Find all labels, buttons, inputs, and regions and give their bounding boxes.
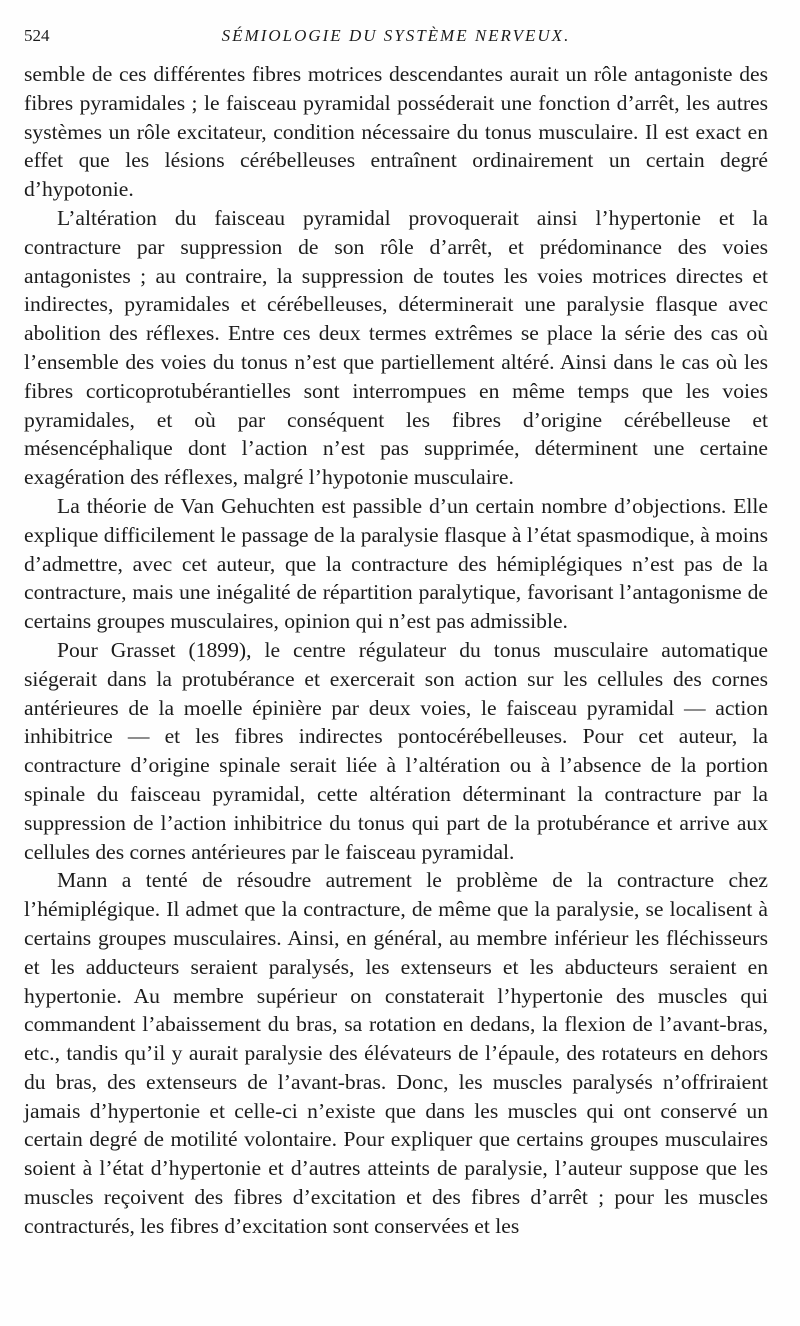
paragraph: La théorie de Van Gehuchten est passible d’un certain nombre d’objections. Elle explique difficilement le passage de la paralysie flasque à l’état spasmodique, à moins d’admettre, avec cet auteur, que la contracture des hémiplégiques n’est pas de la contracture, mais une inégalité de répartition paralytique, favorisant l’antagonisme de certains groupes musculaires, opinion qui n’est pas admissible. (24, 493, 768, 634)
body-text (24, 60, 768, 1241)
running-title: SÉMIOLOGIE DU SYSTÈME NERVEUX. (221, 26, 571, 45)
running-head (24, 14, 768, 58)
paragraph: Pour Grasset (1899), le centre régulateur du tonus musculaire automatique siégerait dans la protubérance et exercerait son action sur les cellules des cornes antérieures de la moelle épinière par deux voies, le faisceau pyramidal — action inhibitrice — et les fibres indirectes pontocérébelleuses. Pour cet auteur, la contracture d’origine spinale serait liée à l’altération ou à l’absence de la portion spinale du faisceau pyramidal, cette altération déterminant la contracture par la suppression de l’action inhibitrice du tonus qui part de la protubérance et arrive aux cellules des cornes antérieures par le faisceau pyramidal. (24, 637, 768, 864)
paragraph: L’altération du faisceau pyramidal provoquerait ainsi l’hypertonie et la contracture par suppression de son rôle d’arrêt, et prédominance des voies antagonistes ; au contraire, la suppression de toutes les voies motrices directes et indirectes, pyramidales et cérébelleuses, déterminerait une paralysie flasque avec abolition des réflexes. Entre ces deux termes extrêmes se place la série des cas où l’ensemble des voies du tonus n’est que partiellement altéré. Ainsi dans le cas où les fibres corticoprotubérantielles sont interrompues en même temps que les voies pyramidales, et où par conséquent les fibres d’origine cérébelleuse et mésencéphalique dont l’action n’est pas supprimée, déterminent une certaine exagération des réflexes, malgré l’hypotonie musculaire. (24, 205, 768, 490)
page-number: 524 (24, 26, 50, 45)
paragraph-continuation: semble de ces différentes fibres motrices descendantes aurait un rôle antagoniste des fibres pyramidales ; le faisceau pyramidal posséderait une fonction d’arrêt, les autres systèmes un rôle excitateur, condition nécessaire du tonus musculaire. Il est exact en effet que les lésions cérébelleuses entraînent ordinairement un certain degré d’hypotonie. (24, 62, 768, 202)
paragraph: Mann a tenté de résoudre autrement le problème de la contracture chez l’hémiplégique. Il admet que la contracture, de même que la paralysie, se localisent à certains groupes musculaires. Ainsi, en général, au membre inférieur les fléchisseurs et les adducteurs seraient paralysés, les extenseurs et les abducteurs seraient en hypertonie. Au membre supérieur on constaterait l’hypertonie des muscles qui commandent l’abaissement du bras, sa rotation en dedans, la flexion de l’avant-bras, etc., tandis qu’il y aurait paralysie des élévateurs de l’épaule, des rotateurs en dehors du bras, des extenseurs de l’avant-bras. Donc, les muscles paralysés n’offriraient jamais d’hypertonie et celle-ci n’existe que dans les muscles qui ont conservé un certain degré de motilité volontaire. Pour expliquer que certains groupes musculaires soient à l’état d’hypertonie et d’autres atteints de paralysie, l’auteur suppose que les muscles reçoivent des fibres d’excitation et des fibres d’arrêt ; pour les muscles contracturés, les fibres d’excitation sont conservées et les (24, 868, 768, 1238)
